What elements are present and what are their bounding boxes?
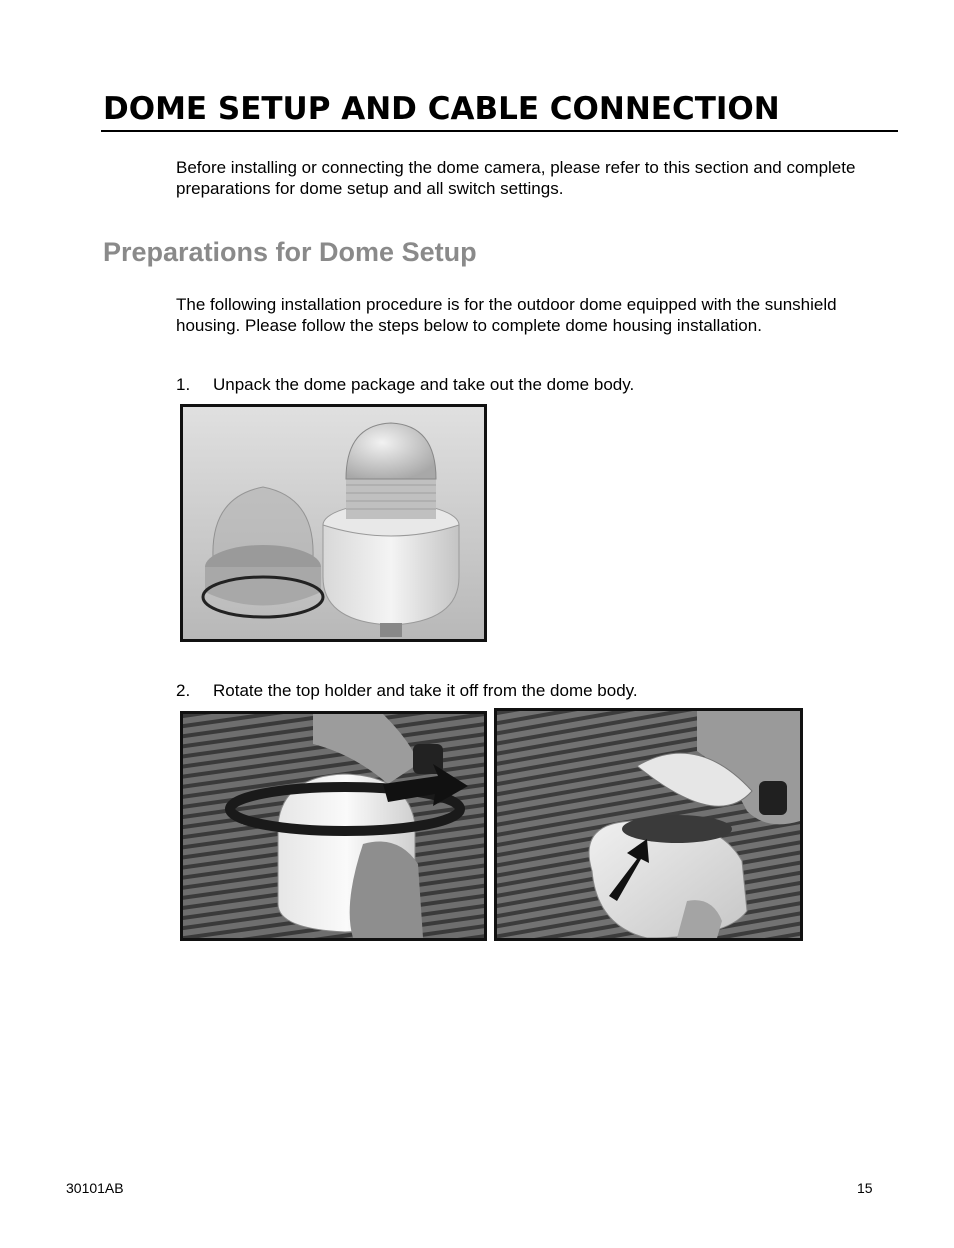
page-title: DOME SETUP AND CABLE CONNECTION	[103, 91, 780, 127]
step-2-number: 2.	[176, 681, 191, 700]
holder-removed-photo	[494, 708, 803, 941]
step-1-text: Unpack the dome package and take out the dome body.	[213, 375, 635, 394]
step-1-number: 1.	[176, 375, 191, 394]
rotate-holder-photo	[180, 711, 487, 941]
dome-package-photo	[180, 404, 487, 642]
intro-paragraph: Before installing or connecting the dome camera, please refer to this section and complete preparations for dome setup and all switch settings.	[176, 158, 856, 198]
document-code: 30101AB	[66, 1180, 124, 1196]
section-paragraph: The following installation procedure is for the outdoor dome equipped with the sunshield housing. Please follow the steps below to complete dome housing installation.	[176, 295, 837, 335]
rotate-holder-illustration	[183, 714, 484, 938]
dome-package-illustration	[183, 407, 484, 639]
page-number: 15	[857, 1180, 873, 1196]
section-heading: Preparations for Dome Setup	[103, 237, 477, 267]
step-2-text: Rotate the top holder and take it off from the dome body.	[213, 681, 638, 700]
title-rule	[101, 130, 898, 132]
holder-removed-illustration	[497, 711, 800, 938]
